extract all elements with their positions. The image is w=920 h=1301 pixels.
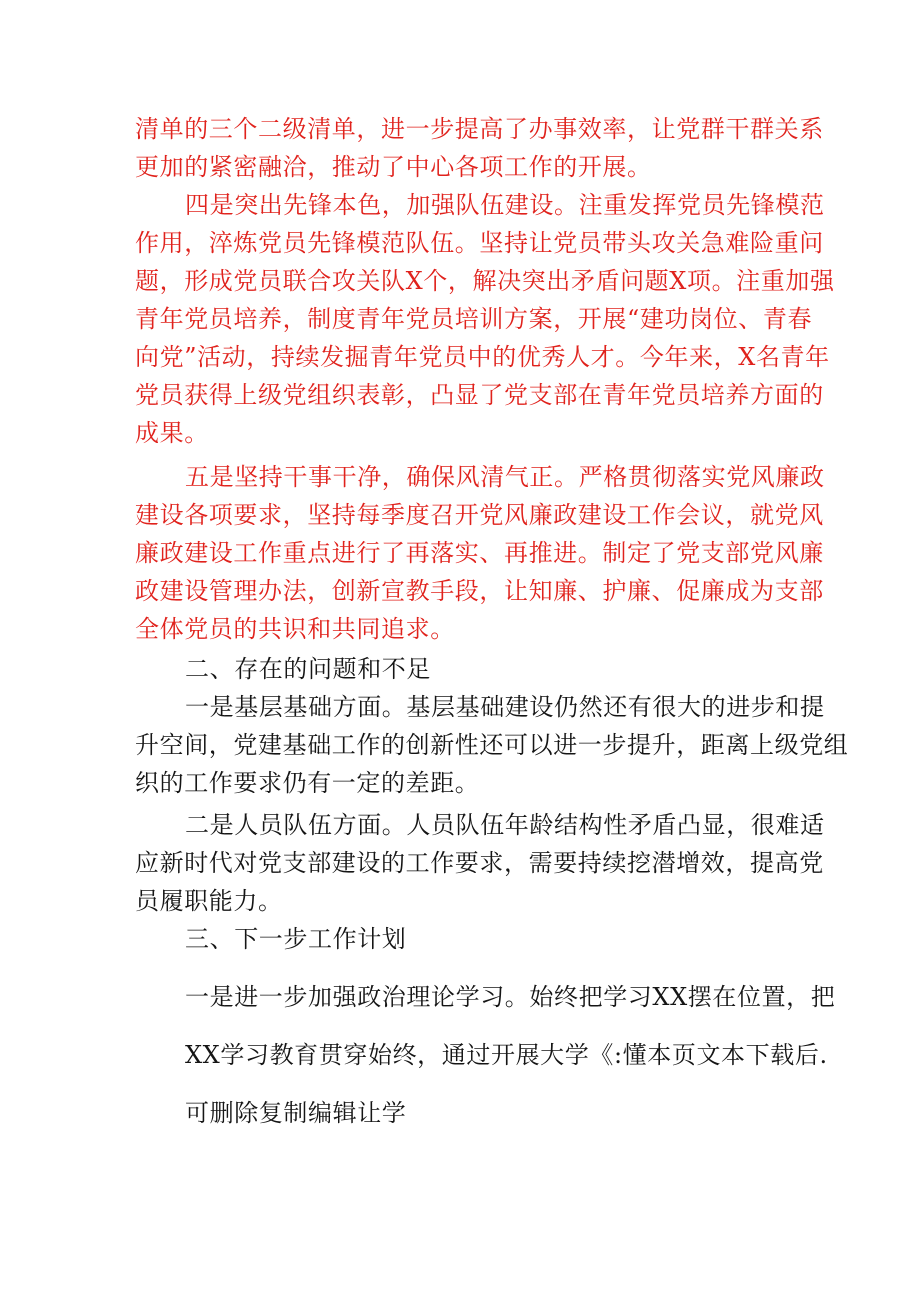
text-line: 升空间，党建基础工作的创新性还可以进一步提升，距离上级党组 [135, 731, 849, 759]
text-line: 政建设管理办法，创新宣教手段，让知廉、护廉、促廉成为支部 [135, 577, 824, 605]
paragraph-first-line: 一是进一步加强政治理论学习。始终把学习XX摆在位置，把 [185, 983, 836, 1011]
text-line: 作用，淬炼党员先锋模范队伍。坚持让党员带头攻关急难险重问 [135, 229, 824, 257]
section-heading: 二、存在的问题和不足 [185, 655, 431, 683]
paragraph-first-line: 一是基层基础方面。基层基础建设仍然还有很大的进步和提 [185, 693, 825, 721]
paragraph-first-line: 二是人员队伍方面。人员队伍年龄结构性矛盾凸显，很难适 [185, 811, 825, 839]
text-line: 向党”活动，持续发掘青年党员中的优秀人才。今年来，X名青年 [135, 343, 830, 371]
paragraph-first-line: 四是突出先锋本色，加强队伍建设。注重发挥党员先锋模范 [185, 191, 825, 219]
text-line: XX学习教育贯穿始终，通过开展大学《:懂本页文本下载后. [185, 1041, 828, 1069]
text-line: 建设各项要求，坚持每季度召开党风廉政建设工作会议，就党风 [135, 501, 824, 529]
text-line: 全体党员的共识和共同追求。 [135, 615, 455, 643]
text-line: 更加的紧密融洽，推动了中心各项工作的开展。 [135, 153, 652, 181]
text-line: 可删除复制编辑让学 [185, 1099, 407, 1127]
text-line: 织的工作要求仍有一定的差距。 [135, 769, 480, 797]
text-line: 员履职能力。 [135, 887, 283, 915]
text-line: 应新时代对党支部建设的工作要求，需要持续挖潜增效，提高党 [135, 849, 824, 877]
text-line: 青年党员培养，制度青年党员培训方案，开展“建功岗位、青春 [135, 305, 813, 333]
text-line: 党员获得上级党组织表彰，凸显了党支部在青年党员培养方面的 [135, 381, 824, 409]
text-line: 清单的三个二级清单，进一步提高了办事效率，让党群干群关系 [135, 115, 824, 143]
text-line: 成果。 [135, 419, 209, 447]
paragraph-first-line: 五是坚持干事干净，确保风清气正。严格贯彻落实党风廉政 [185, 463, 825, 491]
section-heading: 三、下一步工作计划 [185, 925, 407, 953]
text-line: 题，形成党员联合攻关队X个，解决突出矛盾问题X项。注重加强 [135, 267, 835, 295]
text-line: 廉政建设工作重点进行了再落实、再推进。制定了党支部党风廉 [135, 539, 824, 567]
